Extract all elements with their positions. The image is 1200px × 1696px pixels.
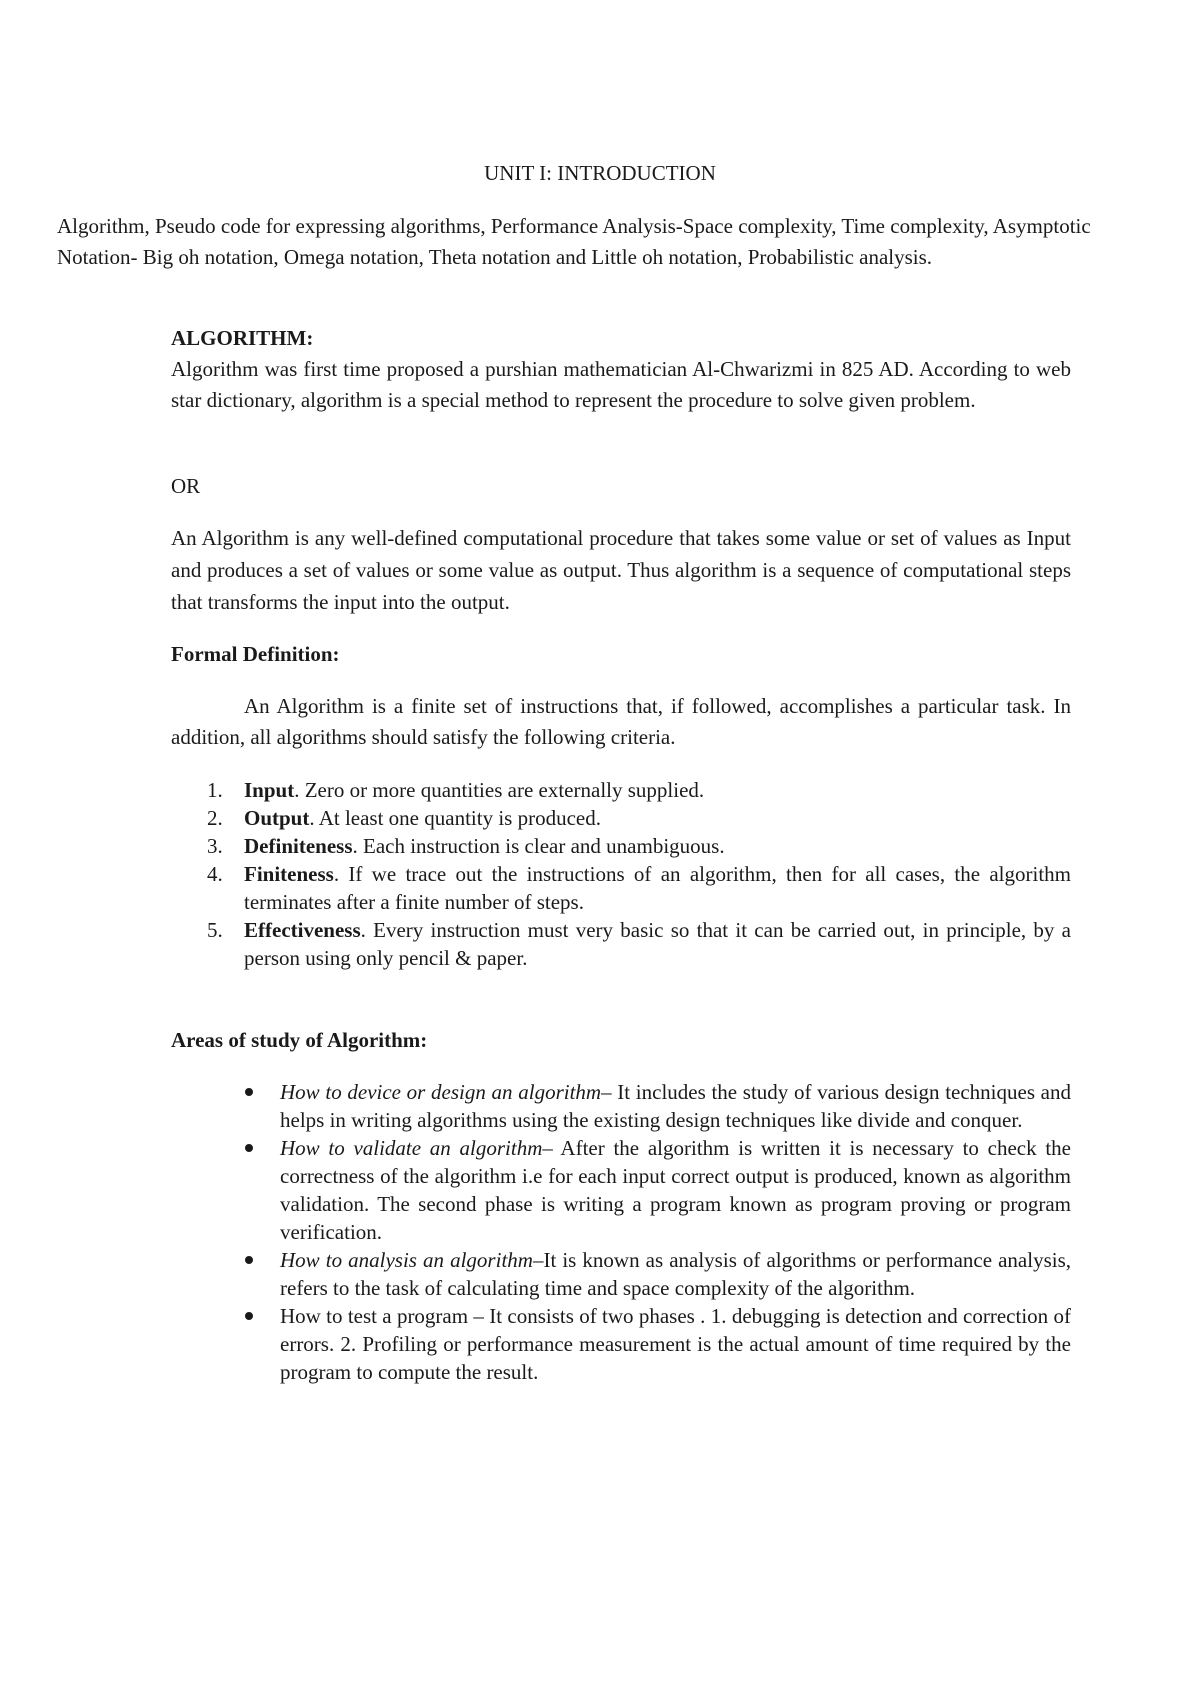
bullet-icon xyxy=(245,1256,253,1264)
criterion-term: Input xyxy=(244,778,295,802)
bullet-icon xyxy=(245,1088,253,1096)
criteria-list xyxy=(171,776,1071,972)
syllabus-intro: Algorithm, Pseudo code for expressing algorithms, Performance Analysis-Space complexity, Time complexity, Asymptotic Notation- Big oh notation, Omega notation, Theta notation and Little oh notation, Probabilistic analysis. xyxy=(57,214,1091,269)
criterion-text: . At least one quantity is produced. xyxy=(309,806,601,830)
formal-definition-text: An Algorithm is a finite set of instructions that, if followed, accomplishes a particular task. In addition, all algorithms should satisfy the following criteria. xyxy=(171,694,1071,749)
criterion-term: Definiteness xyxy=(244,834,353,858)
list-number: 2. xyxy=(207,806,223,830)
area-text: How to test a program – It consists of two phases . 1. debugging is detection and correction of errors. 2. Profiling or performance measurement is the actual amount of time required by the program to compute the result. xyxy=(280,1304,1071,1384)
criterion-term: Output xyxy=(244,806,310,830)
list-number: 1. xyxy=(207,778,223,802)
list-item xyxy=(171,916,1071,972)
algorithm-paragraph-1: Algorithm was first time proposed a purshian mathematician Al-Chwarizmi in 825 AD. According to web star dictionary, algorithm is a special method to represent the procedure to solve given problem. xyxy=(171,357,1071,412)
bullet-icon xyxy=(245,1144,253,1152)
list-item xyxy=(171,1302,1071,1386)
area-lead: How to validate an algorithm– xyxy=(280,1136,553,1160)
criterion-text: . Each instruction is clear and unambiguous. xyxy=(352,834,725,858)
criterion-term: Effectiveness xyxy=(244,918,361,942)
page-title: UNIT I: INTRODUCTION xyxy=(484,161,716,185)
areas-list xyxy=(171,1078,1071,1386)
area-text: It includes the study of various design techniques and helps in writing algorithms using the existing design techniques like divide and conquer. xyxy=(280,1080,1072,1132)
criterion-text: . If we trace out the instructions of an algorithm, then for all cases, the algorithm terminates after a finite number of steps. xyxy=(244,862,1071,914)
criterion-term: Finiteness xyxy=(244,862,334,886)
list-number: 5. xyxy=(207,918,223,942)
list-item xyxy=(171,776,1071,804)
formal-definition-heading: Formal Definition: xyxy=(171,642,340,666)
area-text: It is known as analysis of algorithms or performance analysis, refers to the task of calculating time and space complexity of the algorithm. xyxy=(280,1248,1071,1300)
algorithm-paragraph-2: An Algorithm is any well-defined computational procedure that takes some value or set of values as Input and produces a set of values or some value as output. Thus algorithm is a sequence of computational steps that transforms the input into the output. xyxy=(171,526,1071,614)
criterion-text: . Every instruction must very basic so that it can be carried out, in principle, by a person using only pencil & paper. xyxy=(244,918,1071,970)
criterion-text: . Zero or more quantities are externally supplied. xyxy=(294,778,705,802)
list-item xyxy=(171,860,1071,916)
algorithm-heading: ALGORITHM: xyxy=(171,326,314,350)
list-item xyxy=(171,1078,1071,1134)
area-text: After the algorithm is written it is necessary to check the correctness of the algorithm i.e for each input correct output is produced, known as algorithm validation. The second phase is writing a program known as program proving or program verification. xyxy=(280,1136,1071,1244)
list-item xyxy=(171,1246,1071,1302)
list-item xyxy=(171,832,1071,860)
list-item xyxy=(171,804,1071,832)
bullet-icon xyxy=(245,1312,253,1320)
list-number: 3. xyxy=(207,834,223,858)
list-number: 4. xyxy=(207,862,223,886)
area-lead: How to analysis an algorithm– xyxy=(280,1248,544,1272)
areas-heading: Areas of study of Algorithm: xyxy=(171,1028,428,1052)
or-separator: OR xyxy=(171,474,201,498)
formal-definition-paragraph xyxy=(171,691,1071,753)
list-item xyxy=(171,1134,1071,1246)
area-lead: How to device or design an algorithm– xyxy=(280,1080,612,1104)
